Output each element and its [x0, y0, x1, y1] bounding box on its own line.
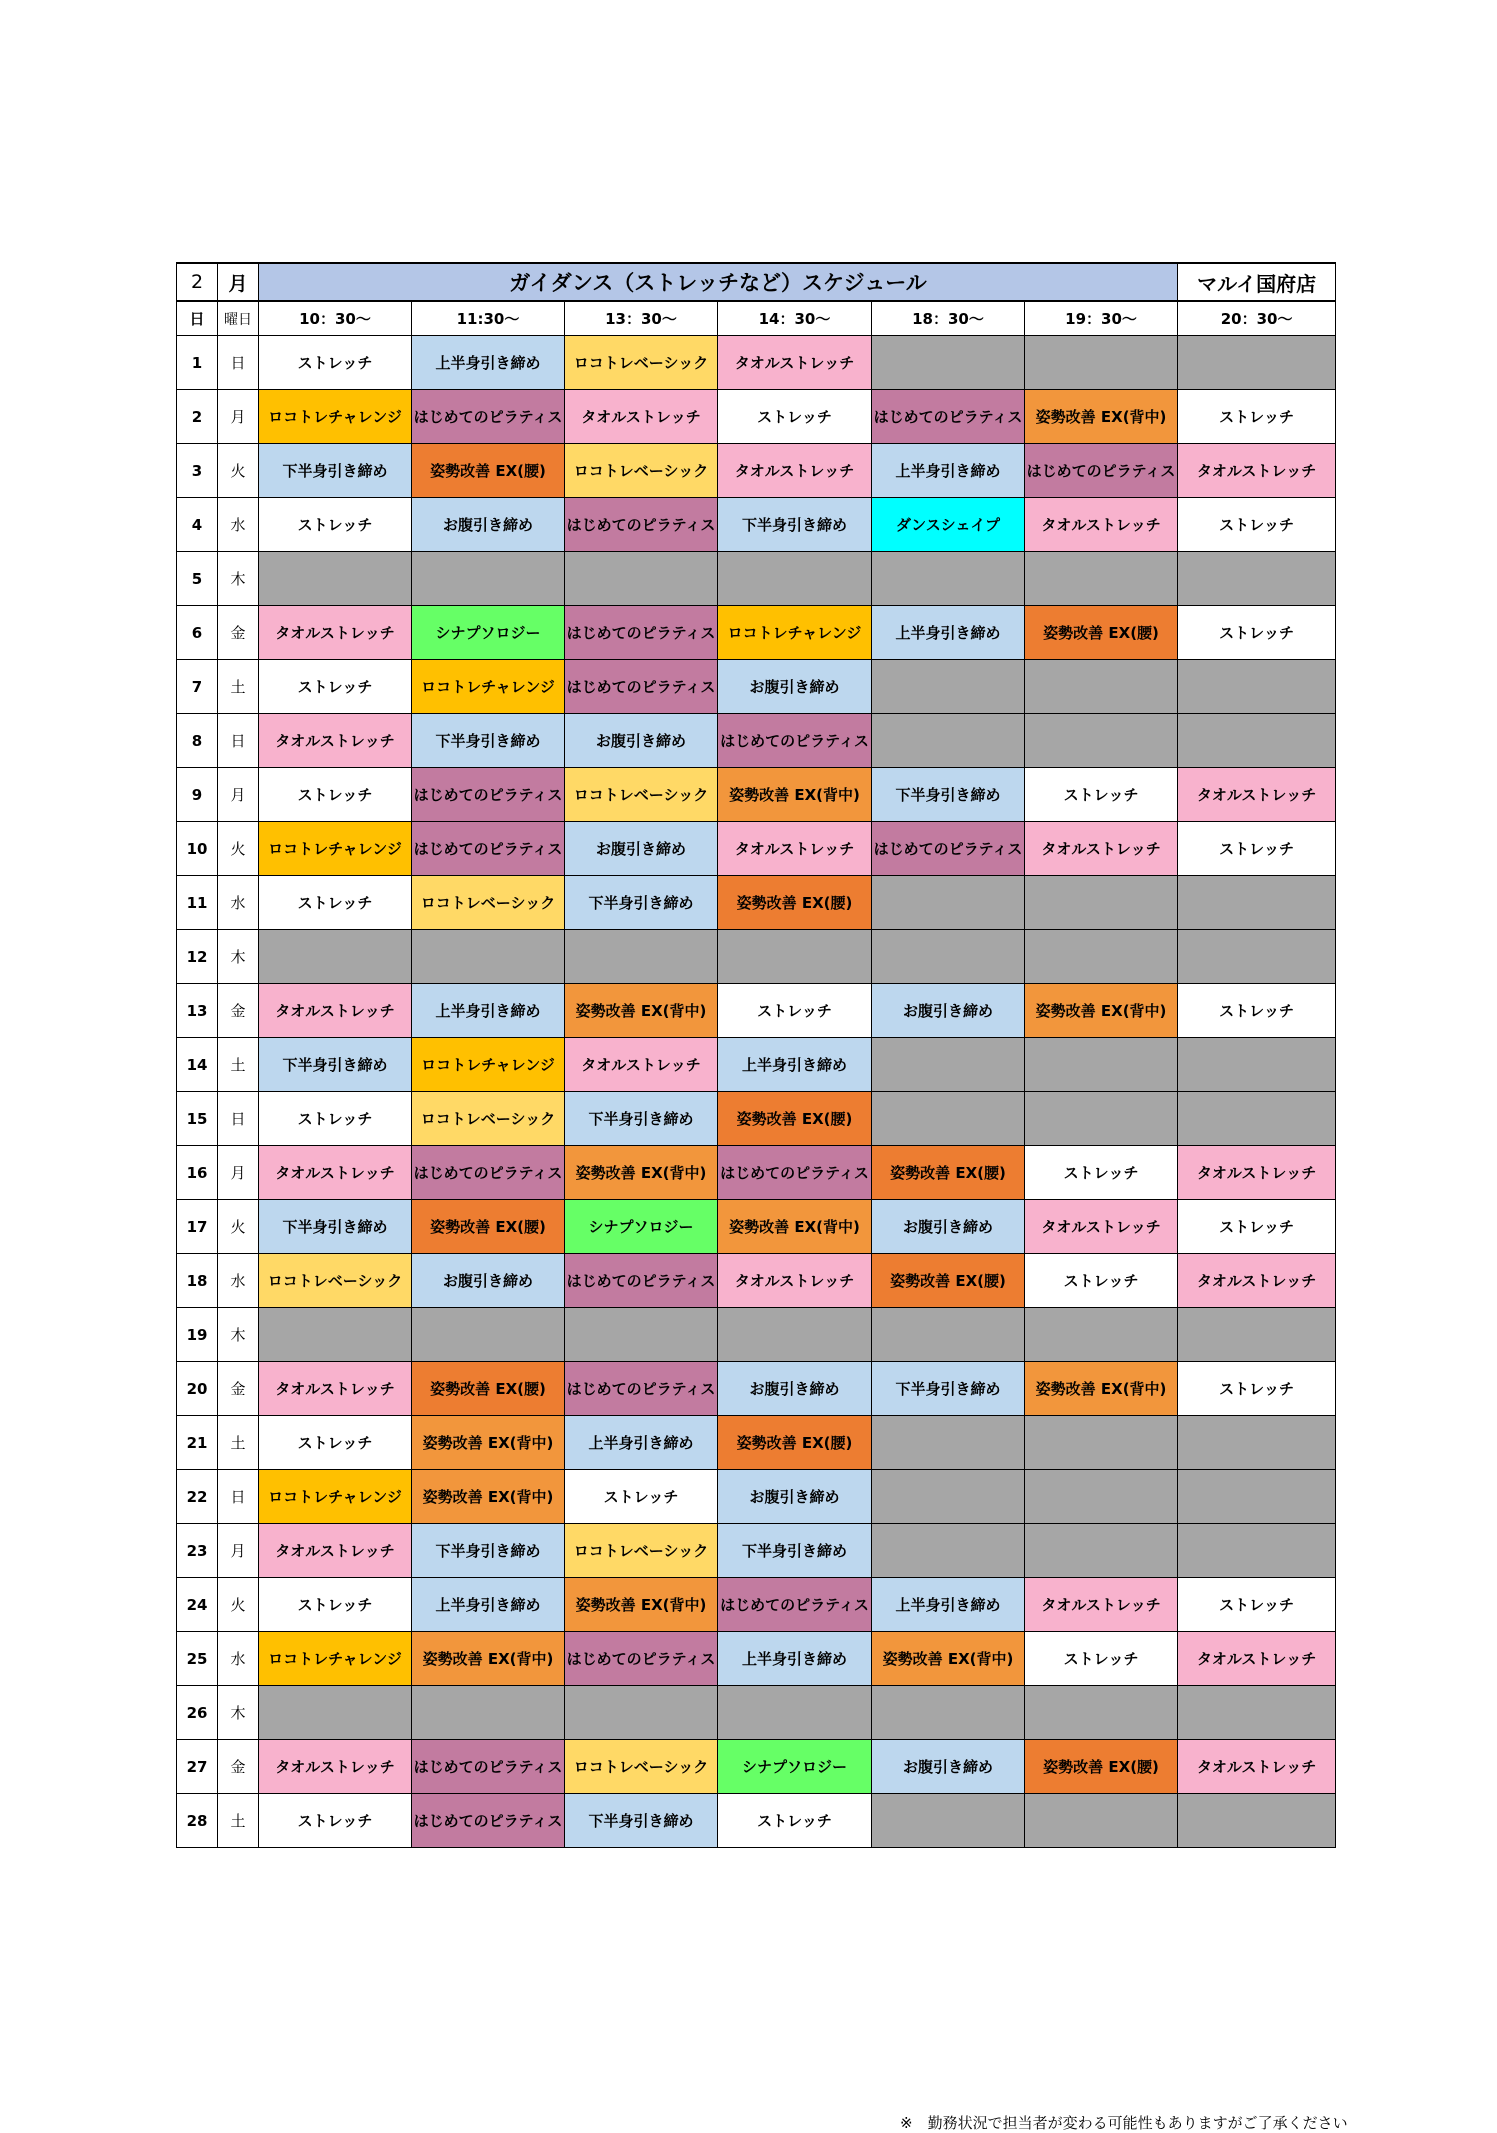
day-number: 14	[177, 1038, 218, 1092]
class-cell: タオルストレッチ	[565, 1038, 718, 1092]
schedule-sheet	[176, 262, 1348, 2132]
class-cell: 姿勢改善 EX(腰)	[872, 1146, 1025, 1200]
schedule-row	[177, 660, 1336, 714]
day-number: 22	[177, 1470, 218, 1524]
class-cell: ロコトレチャレンジ	[259, 1632, 412, 1686]
empty-slot	[1025, 1686, 1178, 1740]
class-cell: お腹引き締め	[565, 822, 718, 876]
schedule-row	[177, 930, 1336, 984]
class-cell: お腹引き締め	[718, 1470, 872, 1524]
class-cell: ストレッチ	[1025, 1632, 1178, 1686]
class-cell: はじめてのピラティス	[412, 1794, 565, 1848]
class-cell: はじめてのピラティス	[718, 1578, 872, 1632]
class-cell: 姿勢改善 EX(腰)	[412, 1362, 565, 1416]
empty-slot	[1178, 336, 1336, 390]
header-time: 20：30～	[1178, 301, 1336, 336]
class-cell: タオルストレッチ	[259, 1524, 412, 1578]
class-cell: ストレッチ	[259, 1794, 412, 1848]
schedule-row	[177, 822, 1336, 876]
class-cell: ロコトレチャレンジ	[259, 390, 412, 444]
header-time: 18：30～	[872, 301, 1025, 336]
store-name: マルイ国府店	[1178, 263, 1336, 301]
empty-slot	[872, 714, 1025, 768]
empty-slot	[412, 1308, 565, 1362]
empty-slot	[1025, 1416, 1178, 1470]
class-cell: シナプソロジー	[718, 1740, 872, 1794]
empty-slot	[872, 1092, 1025, 1146]
class-cell: はじめてのピラティス	[872, 390, 1025, 444]
schedule-row	[177, 1794, 1336, 1848]
day-number: 11	[177, 876, 218, 930]
empty-slot	[1025, 1092, 1178, 1146]
class-cell: タオルストレッチ	[1178, 768, 1336, 822]
class-cell: お腹引き締め	[412, 498, 565, 552]
class-cell: 姿勢改善 EX(腰)	[718, 1416, 872, 1470]
day-number: 28	[177, 1794, 218, 1848]
class-cell: 上半身引き締め	[718, 1632, 872, 1686]
empty-slot	[872, 930, 1025, 984]
empty-slot	[259, 1686, 412, 1740]
class-cell: ストレッチ	[259, 1416, 412, 1470]
class-cell: ストレッチ	[259, 1092, 412, 1146]
class-cell: 下半身引き締め	[565, 876, 718, 930]
empty-slot	[1025, 876, 1178, 930]
empty-slot	[872, 1038, 1025, 1092]
class-cell: 下半身引き締め	[259, 1200, 412, 1254]
class-cell: ロコトレチャレンジ	[412, 1038, 565, 1092]
empty-slot	[1178, 660, 1336, 714]
class-cell: タオルストレッチ	[259, 1740, 412, 1794]
class-cell: 姿勢改善 EX(背中)	[718, 768, 872, 822]
day-number: 16	[177, 1146, 218, 1200]
weekday: 土	[218, 1794, 259, 1848]
schedule-row	[177, 1524, 1336, 1578]
class-cell: 姿勢改善 EX(背中)	[412, 1416, 565, 1470]
schedule-row	[177, 1362, 1336, 1416]
class-cell: 下半身引き締め	[412, 1524, 565, 1578]
empty-slot	[872, 552, 1025, 606]
class-cell: ストレッチ	[1178, 390, 1336, 444]
class-cell: お腹引き締め	[718, 1362, 872, 1416]
class-cell: ストレッチ	[259, 336, 412, 390]
class-cell: 下半身引き締め	[565, 1794, 718, 1848]
empty-slot	[1178, 1416, 1336, 1470]
header-time: 10：30～	[259, 301, 412, 336]
weekday: 土	[218, 1416, 259, 1470]
empty-slot	[1178, 1686, 1336, 1740]
weekday: 火	[218, 444, 259, 498]
class-cell: タオルストレッチ	[718, 822, 872, 876]
class-cell: タオルストレッチ	[718, 1254, 872, 1308]
schedule-row	[177, 336, 1336, 390]
class-cell: タオルストレッチ	[1178, 1146, 1336, 1200]
class-cell: 上半身引き締め	[872, 444, 1025, 498]
class-cell: タオルストレッチ	[1178, 1632, 1336, 1686]
empty-slot	[872, 336, 1025, 390]
month-label: 月	[218, 263, 259, 301]
weekday: 月	[218, 1146, 259, 1200]
empty-slot	[412, 1686, 565, 1740]
header-day: 日	[177, 301, 218, 336]
class-cell: タオルストレッチ	[259, 984, 412, 1038]
class-cell: 姿勢改善 EX(背中)	[412, 1470, 565, 1524]
empty-slot	[718, 1308, 872, 1362]
class-cell: タオルストレッチ	[1025, 498, 1178, 552]
schedule-row	[177, 876, 1336, 930]
day-number: 9	[177, 768, 218, 822]
class-cell: タオルストレッチ	[1025, 1578, 1178, 1632]
class-cell: はじめてのピラティス	[412, 1146, 565, 1200]
weekday: 金	[218, 984, 259, 1038]
class-cell: 姿勢改善 EX(腰)	[1025, 1740, 1178, 1794]
class-cell: ストレッチ	[718, 390, 872, 444]
empty-slot	[1025, 930, 1178, 984]
schedule-table	[176, 262, 1336, 1848]
class-cell: 下半身引き締め	[259, 444, 412, 498]
weekday: 木	[218, 1686, 259, 1740]
empty-slot	[1178, 1092, 1336, 1146]
empty-slot	[1025, 552, 1178, 606]
empty-slot	[718, 1686, 872, 1740]
class-cell: 姿勢改善 EX(背中)	[565, 1146, 718, 1200]
class-cell: 下半身引き締め	[872, 1362, 1025, 1416]
schedule-row	[177, 1254, 1336, 1308]
class-cell: 姿勢改善 EX(背中)	[718, 1200, 872, 1254]
class-cell: 姿勢改善 EX(背中)	[872, 1632, 1025, 1686]
day-number: 4	[177, 498, 218, 552]
empty-slot	[1025, 1038, 1178, 1092]
class-cell: 下半身引き締め	[259, 1038, 412, 1092]
class-cell: タオルストレッチ	[259, 1362, 412, 1416]
class-cell: 姿勢改善 EX(背中)	[565, 1578, 718, 1632]
weekday: 水	[218, 498, 259, 552]
page-title: ガイダンス（ストレッチなど）スケジュール	[259, 263, 1178, 301]
class-cell: はじめてのピラティス	[565, 1362, 718, 1416]
class-cell: はじめてのピラティス	[718, 1146, 872, 1200]
schedule-row	[177, 768, 1336, 822]
class-cell: 下半身引き締め	[718, 1524, 872, 1578]
class-cell: 上半身引き締め	[872, 1578, 1025, 1632]
day-number: 15	[177, 1092, 218, 1146]
schedule-row	[177, 714, 1336, 768]
class-cell: 姿勢改善 EX(背中)	[1025, 984, 1178, 1038]
weekday: 木	[218, 552, 259, 606]
empty-slot	[872, 1794, 1025, 1848]
class-cell: ロコトレベーシック	[565, 768, 718, 822]
schedule-row	[177, 1308, 1336, 1362]
header-time: 13：30～	[565, 301, 718, 336]
class-cell: 姿勢改善 EX(背中)	[1025, 1362, 1178, 1416]
class-cell: お腹引き締め	[872, 984, 1025, 1038]
empty-slot	[1178, 930, 1336, 984]
class-cell: ロコトレチャレンジ	[718, 606, 872, 660]
weekday: 火	[218, 1578, 259, 1632]
empty-slot	[1178, 1308, 1336, 1362]
class-cell: 姿勢改善 EX(腰)	[718, 876, 872, 930]
day-number: 19	[177, 1308, 218, 1362]
class-cell: 上半身引き締め	[565, 1416, 718, 1470]
class-cell: タオルストレッチ	[259, 606, 412, 660]
class-cell: タオルストレッチ	[1178, 1740, 1336, 1794]
weekday: 日	[218, 336, 259, 390]
schedule-row	[177, 1038, 1336, 1092]
schedule-row	[177, 1146, 1336, 1200]
schedule-row	[177, 984, 1336, 1038]
weekday: 水	[218, 1254, 259, 1308]
class-cell: タオルストレッチ	[259, 714, 412, 768]
class-cell: お腹引き締め	[872, 1200, 1025, 1254]
schedule-row	[177, 552, 1336, 606]
class-cell: ストレッチ	[1178, 1362, 1336, 1416]
class-cell: ストレッチ	[1178, 498, 1336, 552]
empty-slot	[718, 552, 872, 606]
class-cell: タオルストレッチ	[565, 390, 718, 444]
class-cell: はじめてのピラティス	[412, 1740, 565, 1794]
empty-slot	[565, 552, 718, 606]
empty-slot	[1178, 1038, 1336, 1092]
class-cell: 下半身引き締め	[565, 1092, 718, 1146]
footnote: ※ 勤務状況で担当者が変わる可能性もありますがご了承ください	[900, 2114, 1348, 2132]
schedule-row	[177, 1578, 1336, 1632]
class-cell: ロコトレチャレンジ	[259, 1470, 412, 1524]
empty-slot	[1025, 660, 1178, 714]
header-time: 14：30～	[718, 301, 872, 336]
day-number: 10	[177, 822, 218, 876]
empty-slot	[259, 552, 412, 606]
weekday: 日	[218, 1092, 259, 1146]
day-number: 21	[177, 1416, 218, 1470]
class-cell: 姿勢改善 EX(腰)	[412, 1200, 565, 1254]
class-cell: ロコトレベーシック	[565, 1524, 718, 1578]
schedule-row	[177, 444, 1336, 498]
schedule-row	[177, 498, 1336, 552]
class-cell: はじめてのピラティス	[565, 498, 718, 552]
schedule-row	[177, 1416, 1336, 1470]
schedule-row	[177, 390, 1336, 444]
header-weekday: 曜日	[218, 301, 259, 336]
empty-slot	[872, 1308, 1025, 1362]
class-cell: 姿勢改善 EX(腰)	[412, 444, 565, 498]
class-cell: お腹引き締め	[412, 1254, 565, 1308]
class-cell: シナプソロジー	[412, 606, 565, 660]
day-number: 3	[177, 444, 218, 498]
class-cell: タオルストレッチ	[718, 444, 872, 498]
class-cell: お腹引き締め	[565, 714, 718, 768]
class-cell: はじめてのピラティス	[412, 768, 565, 822]
empty-slot	[872, 876, 1025, 930]
day-number: 24	[177, 1578, 218, 1632]
weekday: 金	[218, 1740, 259, 1794]
empty-slot	[259, 930, 412, 984]
class-cell: 姿勢改善 EX(腰)	[1025, 606, 1178, 660]
empty-slot	[1025, 1794, 1178, 1848]
class-cell: はじめてのピラティス	[412, 822, 565, 876]
class-cell: タオルストレッチ	[1178, 1254, 1336, 1308]
class-cell: タオルストレッチ	[1178, 444, 1336, 498]
class-cell: はじめてのピラティス	[872, 822, 1025, 876]
empty-slot	[1178, 714, 1336, 768]
empty-slot	[412, 552, 565, 606]
empty-slot	[565, 1686, 718, 1740]
class-cell: ストレッチ	[1178, 822, 1336, 876]
class-cell: はじめてのピラティス	[1025, 444, 1178, 498]
weekday: 日	[218, 714, 259, 768]
class-cell: ストレッチ	[259, 876, 412, 930]
weekday: 土	[218, 1038, 259, 1092]
empty-slot	[1025, 1308, 1178, 1362]
class-cell: ストレッチ	[1178, 1578, 1336, 1632]
empty-slot	[1025, 1470, 1178, 1524]
day-number: 20	[177, 1362, 218, 1416]
day-number: 17	[177, 1200, 218, 1254]
class-cell: 下半身引き締め	[412, 714, 565, 768]
class-cell: タオルストレッチ	[1025, 822, 1178, 876]
day-number: 18	[177, 1254, 218, 1308]
class-cell: 姿勢改善 EX(背中)	[565, 984, 718, 1038]
empty-slot	[872, 1686, 1025, 1740]
schedule-row	[177, 1740, 1336, 1794]
schedule-row	[177, 1092, 1336, 1146]
empty-slot	[872, 660, 1025, 714]
class-cell: はじめてのピラティス	[718, 714, 872, 768]
empty-slot	[1025, 1524, 1178, 1578]
title-row	[177, 263, 1336, 301]
class-cell: 上半身引き締め	[872, 606, 1025, 660]
class-cell: ロコトレベーシック	[412, 1092, 565, 1146]
class-cell: 上半身引き締め	[412, 984, 565, 1038]
weekday: 月	[218, 390, 259, 444]
class-cell: ストレッチ	[259, 660, 412, 714]
class-cell: ストレッチ	[1025, 1146, 1178, 1200]
class-cell: ストレッチ	[1178, 1200, 1336, 1254]
day-number: 23	[177, 1524, 218, 1578]
class-cell: 上半身引き締め	[718, 1038, 872, 1092]
class-cell: 姿勢改善 EX(腰)	[718, 1092, 872, 1146]
class-cell: ストレッチ	[565, 1470, 718, 1524]
empty-slot	[872, 1470, 1025, 1524]
class-cell: ロコトレチャレンジ	[259, 822, 412, 876]
class-cell: ストレッチ	[1025, 1254, 1178, 1308]
schedule-row	[177, 606, 1336, 660]
day-number: 2	[177, 390, 218, 444]
weekday: 月	[218, 1524, 259, 1578]
class-cell: ロコトレベーシック	[565, 1740, 718, 1794]
class-cell: 下半身引き締め	[872, 768, 1025, 822]
weekday: 木	[218, 1308, 259, 1362]
class-cell: はじめてのピラティス	[565, 606, 718, 660]
empty-slot	[1178, 1794, 1336, 1848]
empty-slot	[259, 1308, 412, 1362]
class-cell: シナプソロジー	[565, 1200, 718, 1254]
class-cell: 下半身引き締め	[718, 498, 872, 552]
weekday: 月	[218, 768, 259, 822]
schedule-row	[177, 1200, 1336, 1254]
class-cell: タオルストレッチ	[718, 336, 872, 390]
class-cell: はじめてのピラティス	[565, 1632, 718, 1686]
class-cell: タオルストレッチ	[1025, 1200, 1178, 1254]
weekday: 日	[218, 1470, 259, 1524]
class-cell: ストレッチ	[259, 498, 412, 552]
day-number: 25	[177, 1632, 218, 1686]
empty-slot	[872, 1416, 1025, 1470]
class-cell: ストレッチ	[1178, 984, 1336, 1038]
weekday: 火	[218, 822, 259, 876]
header-time: 19：30～	[1025, 301, 1178, 336]
day-number: 7	[177, 660, 218, 714]
empty-slot	[1178, 876, 1336, 930]
class-cell: 上半身引き締め	[412, 336, 565, 390]
empty-slot	[1178, 552, 1336, 606]
empty-slot	[1025, 336, 1178, 390]
class-cell: ストレッチ	[718, 1794, 872, 1848]
class-cell: 姿勢改善 EX(背中)	[412, 1632, 565, 1686]
empty-slot	[565, 1308, 718, 1362]
empty-slot	[412, 930, 565, 984]
day-number: 12	[177, 930, 218, 984]
day-number: 8	[177, 714, 218, 768]
class-cell: お腹引き締め	[872, 1740, 1025, 1794]
class-cell: 姿勢改善 EX(腰)	[872, 1254, 1025, 1308]
header-row	[177, 301, 1336, 336]
weekday: 土	[218, 660, 259, 714]
weekday: 火	[218, 1200, 259, 1254]
schedule-row	[177, 1470, 1336, 1524]
weekday: 水	[218, 1632, 259, 1686]
weekday: 水	[218, 876, 259, 930]
empty-slot	[565, 930, 718, 984]
schedule-row	[177, 1686, 1336, 1740]
class-cell: ストレッチ	[259, 1578, 412, 1632]
day-number: 5	[177, 552, 218, 606]
day-number: 6	[177, 606, 218, 660]
weekday: 金	[218, 606, 259, 660]
class-cell: ストレッチ	[259, 768, 412, 822]
class-cell: ロコトレベーシック	[565, 336, 718, 390]
day-number: 26	[177, 1686, 218, 1740]
class-cell: お腹引き締め	[718, 660, 872, 714]
month-number: 2	[177, 263, 218, 301]
day-number: 1	[177, 336, 218, 390]
class-cell: 上半身引き締め	[412, 1578, 565, 1632]
empty-slot	[1178, 1470, 1336, 1524]
class-cell: ロコトレベーシック	[412, 876, 565, 930]
schedule-row	[177, 1632, 1336, 1686]
weekday: 木	[218, 930, 259, 984]
weekday: 金	[218, 1362, 259, 1416]
class-cell: ロコトレベーシック	[565, 444, 718, 498]
class-cell: はじめてのピラティス	[412, 390, 565, 444]
day-number: 27	[177, 1740, 218, 1794]
class-cell: はじめてのピラティス	[565, 1254, 718, 1308]
header-time: 11:30～	[412, 301, 565, 336]
class-cell: ストレッチ	[1178, 606, 1336, 660]
class-cell: 姿勢改善 EX(背中)	[1025, 390, 1178, 444]
class-cell: ロコトレチャレンジ	[412, 660, 565, 714]
class-cell: ダンスシェイプ	[872, 498, 1025, 552]
class-cell: はじめてのピラティス	[565, 660, 718, 714]
empty-slot	[872, 1524, 1025, 1578]
class-cell: タオルストレッチ	[259, 1146, 412, 1200]
empty-slot	[718, 930, 872, 984]
class-cell: ストレッチ	[718, 984, 872, 1038]
empty-slot	[1178, 1524, 1336, 1578]
class-cell: ロコトレベーシック	[259, 1254, 412, 1308]
day-number: 13	[177, 984, 218, 1038]
empty-slot	[1025, 714, 1178, 768]
class-cell: ストレッチ	[1025, 768, 1178, 822]
